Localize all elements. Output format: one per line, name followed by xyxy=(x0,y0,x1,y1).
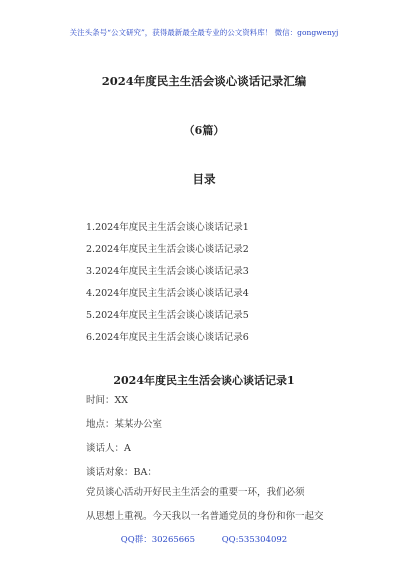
toc-item: 6.2024年度民主生活会谈心谈话记录6 xyxy=(86,332,249,343)
place-field: 地点：某某办公室 xyxy=(86,419,163,430)
toc-item: 2.2024年度民主生活会谈心谈话记录2 xyxy=(86,244,249,255)
toc-item: 3.2024年度民主生活会谈心谈话记录3 xyxy=(86,266,249,277)
footer-contact xyxy=(0,533,408,545)
table-of-contents xyxy=(86,221,249,353)
document-title: 2024年度民主生活会谈心谈话记录汇编 xyxy=(101,74,307,88)
article-count: （6篇） xyxy=(183,124,225,137)
toc-item: 5.2024年度民主生活会谈心谈话记录5 xyxy=(86,310,249,321)
paragraph-line: 从思想上重视。今天我以一名普通党员的身份和你一起交 xyxy=(86,511,324,522)
toc-item: 4.2024年度民主生活会谈心谈话记录4 xyxy=(86,288,249,299)
qq-group: QQ群：30265665 xyxy=(120,535,195,545)
header-note: 关注头条号“公文研究”，获得最新最全最专业的公文资料库！ 微信：gongwenyj xyxy=(69,28,339,37)
time-field: 时间：XX xyxy=(86,395,129,406)
speaker-field: 谈话人：A xyxy=(86,443,131,454)
body-paragraph xyxy=(86,481,336,529)
toc-heading: 目录 xyxy=(192,172,216,186)
toc-item: 1.2024年度民主生活会谈心谈话记录1 xyxy=(86,222,249,233)
paragraph-line: 党员谈心活动开好民主生活会的重要一环，我们必须 xyxy=(86,487,305,498)
section-title: 2024年度民主生活会谈心谈话记录1 xyxy=(113,374,295,387)
target-field: 谈话对象：BA： xyxy=(86,467,157,478)
qq-number: QQ:535304092 xyxy=(221,535,288,545)
